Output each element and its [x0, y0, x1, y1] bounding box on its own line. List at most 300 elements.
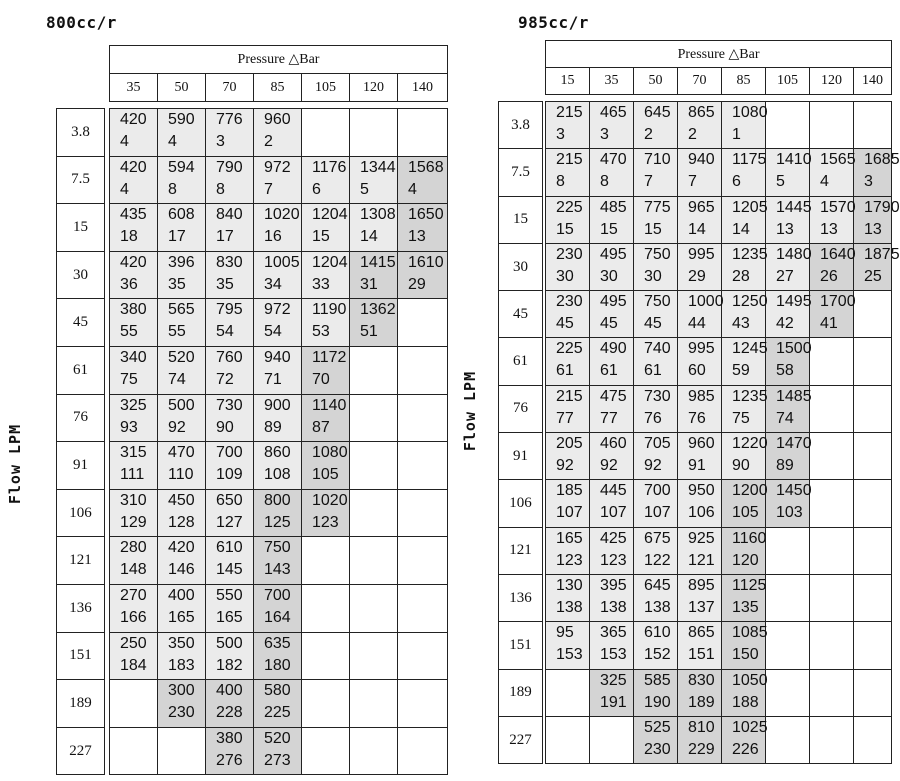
data-cell	[634, 243, 678, 290]
data-cell	[350, 299, 398, 347]
torque-value: 495	[600, 293, 627, 311]
data-cell	[634, 433, 678, 480]
speed-value: 25	[864, 267, 882, 285]
torque-value: 470	[168, 444, 195, 462]
data-cell	[810, 480, 854, 527]
pressure-header-label: Pressure △Bar	[546, 41, 892, 68]
torque-value: 1080	[732, 104, 768, 121]
data-cell	[158, 109, 206, 157]
data-cell	[546, 102, 590, 149]
torque-value: 710	[644, 151, 671, 169]
speed-value: 87	[312, 418, 330, 436]
speed-value: 137	[688, 598, 715, 616]
speed-value: 4	[820, 173, 829, 191]
torque-value: 1875	[864, 245, 900, 263]
torque-value: 1005	[264, 253, 300, 271]
data-cell	[766, 338, 810, 385]
speed-value: 129	[120, 513, 147, 531]
speed-value: 15	[600, 220, 618, 238]
data-cell	[810, 102, 854, 149]
speed-value: 4	[168, 133, 177, 150]
torque-value: 995	[688, 245, 715, 263]
torque-value: 435	[120, 206, 147, 224]
speed-value: 36	[120, 275, 138, 293]
torque-value: 1176	[312, 158, 347, 176]
table-row	[546, 574, 892, 621]
speed-value: 14	[688, 220, 706, 238]
data-cell	[678, 291, 722, 338]
data-cell	[854, 385, 892, 432]
data-cell	[398, 727, 448, 775]
data-cell	[590, 291, 634, 338]
data-cell	[302, 299, 350, 347]
flow-row-label: 106	[499, 480, 543, 527]
speed-value: 53	[312, 323, 330, 341]
speed-value: 230	[168, 704, 195, 722]
data-cell	[110, 394, 158, 442]
data-cell	[766, 102, 810, 149]
torque-value: 960	[264, 111, 291, 128]
speed-value: 2	[264, 133, 273, 150]
data-cell	[350, 251, 398, 299]
torque-value: 425	[600, 529, 627, 547]
speed-value: 5	[776, 173, 785, 191]
data-cell	[110, 727, 158, 775]
speed-value: 55	[168, 323, 186, 341]
speed-value: 1	[732, 126, 741, 143]
torque-value: 400	[168, 586, 195, 604]
table-row	[110, 346, 448, 394]
flow-row-label: 7.5	[57, 156, 105, 204]
data-cell	[678, 102, 722, 149]
speed-value: 75	[732, 409, 750, 427]
torque-value: 325	[120, 396, 147, 414]
pressure-35: 35	[590, 68, 634, 95]
data-cell	[254, 489, 302, 537]
torque-value: 1025	[732, 718, 768, 736]
torque-value: 580	[264, 682, 291, 700]
torque-value: 750	[644, 293, 671, 311]
data-cell	[302, 632, 350, 680]
speed-value: 17	[168, 228, 186, 246]
speed-value: 188	[732, 693, 759, 711]
speed-value: 31	[360, 275, 378, 293]
table-row	[546, 527, 892, 574]
torque-value: 460	[600, 435, 627, 453]
speed-value: 72	[216, 370, 234, 388]
data-cell	[206, 109, 254, 157]
speed-value: 30	[644, 267, 662, 285]
torque-value: 895	[688, 576, 715, 594]
torque-value: 485	[600, 198, 627, 216]
speed-value: 58	[776, 362, 794, 380]
speed-value: 230	[644, 740, 671, 758]
torque-value: 610	[644, 624, 671, 642]
speed-value: 30	[556, 267, 574, 285]
torque-value: 985	[688, 387, 715, 405]
torque-value: 396	[168, 253, 195, 271]
data-cell	[302, 251, 350, 299]
pressure-85: 85	[254, 74, 302, 102]
data-cell	[546, 196, 590, 243]
torque-value: 380	[120, 301, 147, 319]
data-cell	[854, 291, 892, 338]
speed-value: 145	[216, 561, 243, 579]
speed-value: 143	[264, 561, 291, 579]
torque-value: 840	[216, 206, 243, 224]
data-cell	[398, 299, 448, 347]
data-cell	[398, 251, 448, 299]
torque-value: 795	[216, 301, 243, 319]
torque-value: 420	[168, 539, 195, 557]
torque-value: 740	[644, 340, 671, 358]
speed-value: 165	[216, 608, 243, 626]
torque-value: 400	[216, 682, 243, 700]
data-cell	[206, 442, 254, 490]
data-cell	[766, 669, 810, 716]
data-cell	[590, 433, 634, 480]
table-row	[110, 156, 448, 204]
data-cell	[810, 385, 854, 432]
torque-value: 1445	[776, 198, 812, 216]
torque-value: 1610	[408, 253, 444, 271]
speed-value: 76	[644, 409, 662, 427]
torque-value: 972	[264, 301, 291, 319]
data-cell	[722, 149, 766, 196]
torque-value: 940	[264, 348, 291, 366]
speed-value: 29	[408, 275, 426, 293]
speed-value: 128	[168, 513, 195, 531]
data-cell	[398, 156, 448, 204]
torque-value: 490	[600, 340, 627, 358]
torque-value: 900	[264, 396, 291, 414]
data-cell	[206, 584, 254, 632]
data-cell	[158, 727, 206, 775]
torque-value: 1565	[820, 151, 856, 169]
data-cell	[634, 102, 678, 149]
table-row	[110, 299, 448, 347]
torque-value: 1220	[732, 435, 768, 453]
speed-value: 191	[600, 693, 627, 711]
torque-value: 270	[120, 586, 147, 604]
data-cell	[590, 716, 634, 763]
torque-value: 225	[556, 340, 583, 358]
panel-985-flow-column	[498, 101, 543, 764]
torque-value: 1020	[312, 491, 348, 509]
speed-value: 45	[600, 315, 618, 333]
data-cell	[810, 433, 854, 480]
torque-value: 215	[556, 104, 583, 121]
data-cell	[110, 204, 158, 252]
table-row	[546, 433, 892, 480]
torque-value: 325	[600, 671, 627, 689]
data-cell	[110, 442, 158, 490]
flow-row-label: 189	[499, 669, 543, 716]
data-cell	[854, 149, 900, 196]
speed-value: 89	[264, 418, 282, 436]
torque-value: 1485	[776, 387, 812, 405]
speed-value: 59	[732, 362, 750, 380]
data-cell	[398, 584, 448, 632]
speed-value: 35	[216, 275, 234, 293]
data-cell	[546, 716, 590, 763]
data-cell	[110, 251, 158, 299]
torque-value: 185	[556, 482, 583, 500]
speed-value: 42	[776, 315, 794, 333]
data-cell	[158, 489, 206, 537]
data-cell	[854, 669, 892, 716]
data-cell	[110, 632, 158, 680]
torque-value: 95	[556, 624, 574, 642]
torque-value: 940	[688, 151, 715, 169]
torque-value: 700	[216, 444, 243, 462]
torque-value: 700	[644, 482, 671, 500]
torque-value: 280	[120, 539, 147, 557]
torque-value: 925	[688, 529, 715, 547]
panel-800-data-grid	[109, 108, 448, 775]
table-row	[546, 149, 892, 196]
speed-value: 107	[644, 504, 671, 522]
data-cell	[254, 442, 302, 490]
torque-value: 705	[644, 435, 671, 453]
speed-value: 18	[120, 228, 138, 246]
flow-row-label: 76	[57, 394, 105, 442]
speed-value: 7	[264, 180, 273, 198]
torque-value: 465	[600, 104, 627, 121]
torque-value: 1470	[776, 435, 812, 453]
data-cell	[810, 243, 854, 290]
speed-value: 108	[264, 466, 291, 484]
pressure-140: 140	[398, 74, 448, 102]
torque-value: 250	[120, 634, 147, 652]
torque-value: 830	[216, 253, 243, 271]
speed-value: 89	[776, 457, 794, 475]
speed-value: 110	[168, 466, 194, 484]
data-cell	[302, 680, 350, 728]
torque-value: 420	[120, 158, 147, 176]
torque-value: 165	[556, 529, 583, 547]
data-cell	[110, 156, 158, 204]
flow-row-label: 3.8	[499, 102, 543, 149]
torque-value: 635	[264, 634, 291, 652]
speed-value: 13	[408, 228, 426, 246]
speed-value: 8	[600, 173, 609, 191]
data-cell	[206, 537, 254, 585]
data-cell	[678, 385, 722, 432]
data-cell	[350, 632, 398, 680]
speed-value: 225	[264, 704, 291, 722]
data-cell	[678, 574, 722, 621]
torque-value: 1175	[732, 151, 767, 169]
speed-value: 77	[556, 409, 574, 427]
speed-value: 183	[168, 656, 195, 674]
torque-value: 1125	[732, 576, 767, 594]
data-cell	[254, 251, 302, 299]
speed-value: 166	[120, 608, 147, 626]
data-cell	[722, 433, 766, 480]
data-cell	[350, 394, 398, 442]
data-cell	[590, 385, 634, 432]
torque-value: 500	[216, 634, 243, 652]
data-cell	[206, 251, 254, 299]
flow-row-label: 121	[499, 527, 543, 574]
flow-row-label: 151	[57, 632, 105, 680]
speed-value: 29	[688, 267, 706, 285]
speed-value: 3	[216, 133, 225, 150]
torque-value: 1250	[732, 293, 768, 311]
speed-value: 92	[168, 418, 186, 436]
pressure-50: 50	[158, 74, 206, 102]
data-cell	[854, 622, 892, 669]
torque-value: 776	[216, 111, 243, 128]
speed-value: 151	[688, 646, 715, 664]
data-cell	[350, 204, 398, 252]
torque-value: 520	[264, 729, 291, 747]
data-cell	[254, 584, 302, 632]
data-cell	[302, 156, 350, 204]
torque-value: 1160	[732, 529, 767, 547]
pressure-header-label: Pressure △Bar	[110, 46, 448, 74]
data-cell	[634, 574, 678, 621]
speed-value: 226	[732, 740, 759, 758]
torque-value: 645	[644, 576, 671, 594]
speed-value: 3	[556, 126, 565, 143]
data-cell	[766, 433, 810, 480]
torque-value: 775	[644, 198, 671, 216]
torque-value: 1204	[312, 206, 348, 224]
data-cell	[854, 716, 892, 763]
data-cell	[254, 632, 302, 680]
speed-value: 109	[216, 466, 243, 484]
speed-value: 74	[168, 370, 186, 388]
torque-value: 1000	[688, 293, 724, 311]
data-cell	[722, 102, 766, 149]
data-cell	[302, 394, 350, 442]
table-row	[110, 632, 448, 680]
speed-value: 60	[688, 362, 706, 380]
speed-value: 75	[120, 370, 138, 388]
data-cell	[590, 196, 634, 243]
torque-value: 520	[168, 348, 195, 366]
speed-value: 44	[688, 315, 706, 333]
speed-value: 135	[732, 598, 759, 616]
torque-value: 1568	[408, 158, 444, 176]
torque-value: 445	[600, 482, 627, 500]
data-cell	[678, 716, 722, 763]
speed-value: 123	[600, 551, 627, 569]
data-cell	[254, 299, 302, 347]
torque-value: 590	[168, 111, 195, 128]
data-cell	[678, 527, 722, 574]
torque-value: 1450	[776, 482, 812, 500]
data-cell	[722, 291, 766, 338]
torque-value: 1650	[408, 206, 444, 224]
table-row	[546, 196, 892, 243]
data-cell	[302, 537, 350, 585]
data-cell	[398, 442, 448, 490]
speed-value: 182	[216, 656, 243, 674]
flow-row-label: 30	[499, 243, 543, 290]
data-cell	[634, 196, 678, 243]
flow-row-label: 45	[57, 299, 105, 347]
torque-value: 1085	[732, 624, 768, 642]
data-cell	[158, 251, 206, 299]
data-cell	[398, 680, 448, 728]
panel-985-pressure-header	[545, 40, 892, 95]
data-cell	[254, 204, 302, 252]
data-cell	[254, 394, 302, 442]
torque-value: 1410	[776, 151, 812, 169]
data-cell	[302, 489, 350, 537]
torque-value: 700	[264, 586, 291, 604]
flow-row-label: 189	[57, 680, 105, 728]
speed-value: 15	[644, 220, 662, 238]
data-cell	[546, 669, 590, 716]
data-cell	[766, 385, 810, 432]
torque-value: 1415	[360, 253, 396, 271]
torque-value: 420	[120, 111, 147, 128]
speed-value: 122	[644, 551, 671, 569]
speed-value: 121	[688, 551, 715, 569]
data-cell	[766, 149, 810, 196]
data-cell	[854, 338, 892, 385]
speed-value: 54	[264, 323, 282, 341]
data-cell	[634, 291, 678, 338]
data-cell	[350, 727, 398, 775]
speed-value: 153	[600, 646, 627, 664]
table-row	[110, 584, 448, 632]
pressure-140: 140	[854, 68, 892, 95]
table-row	[546, 385, 892, 432]
table-row	[546, 338, 892, 385]
torque-value: 1190	[312, 301, 347, 319]
data-cell	[854, 480, 892, 527]
speed-value: 123	[556, 551, 583, 569]
speed-value: 146	[168, 561, 195, 579]
speed-value: 180	[264, 656, 291, 674]
data-cell	[810, 149, 854, 196]
flow-row-label: 227	[57, 727, 105, 775]
torque-value: 1640	[820, 245, 856, 263]
torque-value: 1235	[732, 245, 768, 263]
data-cell	[854, 243, 900, 290]
torque-value: 1480	[776, 245, 812, 263]
data-cell	[302, 346, 350, 394]
data-cell	[722, 243, 766, 290]
speed-value: 91	[688, 457, 706, 475]
speed-value: 148	[120, 561, 147, 579]
data-cell	[350, 680, 398, 728]
torque-value: 495	[600, 245, 627, 263]
data-cell	[546, 149, 590, 196]
torque-value: 830	[688, 671, 715, 689]
data-cell	[810, 527, 854, 574]
speed-value: 8	[168, 180, 177, 198]
data-cell	[302, 442, 350, 490]
data-cell	[110, 299, 158, 347]
speed-value: 76	[688, 409, 706, 427]
torque-value: 965	[688, 198, 715, 216]
speed-value: 26	[820, 267, 838, 285]
table-row	[110, 727, 448, 775]
pressure-70: 70	[206, 74, 254, 102]
speed-value: 71	[264, 370, 282, 388]
data-cell	[302, 109, 350, 157]
data-cell	[206, 394, 254, 442]
data-cell	[546, 480, 590, 527]
data-cell	[254, 109, 302, 157]
data-cell	[350, 584, 398, 632]
